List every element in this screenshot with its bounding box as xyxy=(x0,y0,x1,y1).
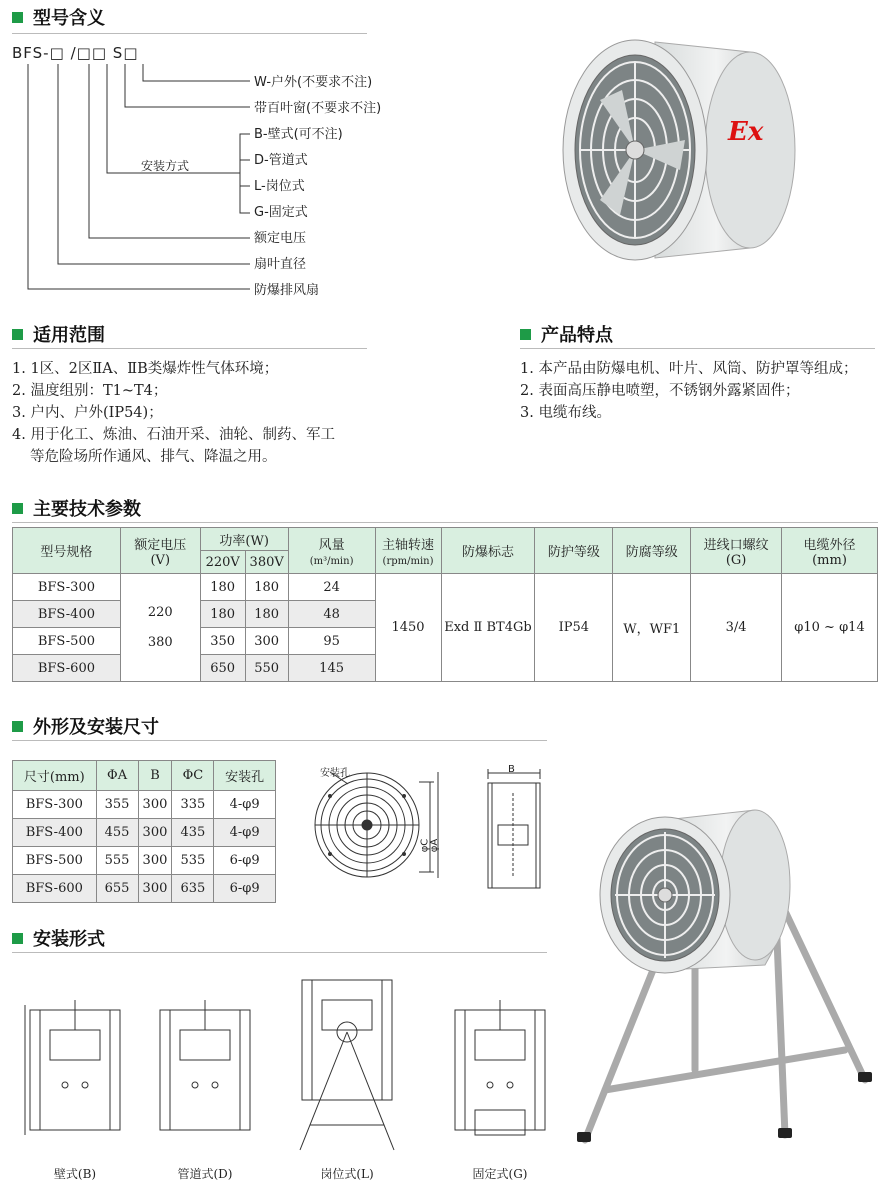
caption-post: 岗位式(L) xyxy=(320,1167,374,1181)
table-row: BFS-300 220 380 180 180 24 1450 Exd Ⅱ BT4Gb IP54 W，WF1 3/4 φ10 ~ φ14 xyxy=(13,574,878,601)
table-row: BFS-600 655 300 635 6-φ9 xyxy=(13,875,276,903)
model-meaning-heading: 型号含义 xyxy=(12,4,105,30)
table-row: BFS-400 180 180 48 xyxy=(13,601,878,628)
list-item: 带百叶窗(不要求不注) xyxy=(254,101,382,116)
caption-wall: 壁式(B) xyxy=(53,1167,97,1181)
list-item: B-壁式(可不注) xyxy=(254,127,343,142)
corrosion-cell: W，WF1 xyxy=(613,574,691,682)
list-item: W-户外(不要求不注) xyxy=(254,75,373,90)
dims-header: B xyxy=(138,761,172,791)
list-item: 2. 温度组别：T1~T4； xyxy=(12,383,168,399)
header-thread: 进线口螺纹 (G) xyxy=(691,528,782,574)
caption-duct: 管道式(D) xyxy=(177,1167,233,1181)
voltage-cell: 220 380 xyxy=(120,574,200,682)
dims-heading: 外形及安装尺寸 xyxy=(12,713,159,739)
section-marker xyxy=(12,329,23,340)
speed-cell: 1450 xyxy=(375,574,441,682)
list-item: 防爆排风扇 xyxy=(254,283,320,298)
list-item: G-固定式 xyxy=(254,205,308,220)
table-row: BFS-500 350 300 95 xyxy=(13,628,878,655)
scope-heading: 适用范围 xyxy=(12,321,105,347)
list-item: 3. 户内、户外(IP54)； xyxy=(12,405,163,421)
features-list xyxy=(520,358,857,424)
section-marker xyxy=(12,503,23,514)
header-corrosion: 防腐等级 xyxy=(613,528,691,574)
c-label: φC xyxy=(419,838,431,853)
tech-heading: 主要技术参数 xyxy=(12,495,141,521)
header-380v: 380V xyxy=(245,551,288,574)
header-220v: 220V xyxy=(200,551,245,574)
features-heading: 产品特点 xyxy=(520,321,613,347)
list-item: 等危险场所作通风、排气、降温之用。 xyxy=(30,449,277,465)
header-voltage: 额定电压 (V) xyxy=(120,528,200,574)
list-item: D-管道式 xyxy=(254,153,308,168)
b-label: B xyxy=(508,764,515,775)
model-code: BFS-□ /□□ S□ xyxy=(12,44,139,62)
table-row: BFS-500 555 300 535 6-φ9 xyxy=(13,847,276,875)
table-row: BFS-400 455 300 435 4-φ9 xyxy=(13,819,276,847)
fan-photo-top xyxy=(560,30,810,270)
section-divider xyxy=(12,522,878,523)
section-divider xyxy=(12,740,547,741)
dims-table xyxy=(12,760,276,903)
caption-fixed: 固定式(G) xyxy=(472,1167,528,1181)
section-marker xyxy=(12,721,23,732)
tech-table xyxy=(12,527,878,682)
dims-header: 尺寸(mm) xyxy=(13,761,97,791)
list-item: L-岗位式 xyxy=(254,179,305,194)
dims-header: ΦA xyxy=(96,761,138,791)
list-item: 1. 本产品由防爆电机、叶片、风筒、防护罩等组成； xyxy=(520,361,858,377)
list-item: 2. 表面高压静电喷塑，不锈钢外露紧固件； xyxy=(520,383,800,399)
model-meaning-list xyxy=(254,70,381,304)
thread-cell: 3/4 xyxy=(691,574,782,682)
side-view-drawing xyxy=(480,765,550,895)
hole-label: 安装孔 xyxy=(320,768,350,779)
install-drawings xyxy=(10,970,555,1160)
header-power: 功率(W) xyxy=(200,528,288,551)
list-item: 额定电压 xyxy=(254,231,307,246)
header-speed: 主轴转速 (rpm/min) xyxy=(375,528,441,574)
ex-logo: Ex xyxy=(728,117,764,147)
section-divider xyxy=(12,952,547,953)
ex-cell: Exd Ⅱ BT4Gb xyxy=(441,574,535,682)
section-divider xyxy=(520,348,875,349)
header-airflow: 风量 (m³/min) xyxy=(288,528,375,574)
a-label: φA xyxy=(429,838,441,853)
section-marker xyxy=(520,329,531,340)
header-model: 型号规格 xyxy=(13,528,121,574)
header-protect: 防护等级 xyxy=(535,528,613,574)
list-item: 扇叶直径 xyxy=(254,257,307,272)
list-item: 1. 1区、2区ⅡA、ⅡB类爆炸性气体环境； xyxy=(12,361,279,377)
install-heading: 安装形式 xyxy=(12,925,105,951)
table-row: BFS-300 355 300 335 4-φ9 xyxy=(13,791,276,819)
front-view-drawing xyxy=(300,760,460,900)
mount-type-label: 安装方式 xyxy=(141,159,190,173)
section-marker xyxy=(12,933,23,944)
cable-cell: φ10 ~ φ14 xyxy=(782,574,878,682)
protect-cell: IP54 xyxy=(535,574,613,682)
list-item: 3. 电缆布线。 xyxy=(520,405,611,421)
list-item: 4. 用于化工、炼油、石油开采、油轮、制药、军工 xyxy=(12,427,335,443)
dims-header: ΦC xyxy=(172,761,214,791)
dims-header: 安装孔 xyxy=(214,761,276,791)
header-ex: 防爆标志 xyxy=(441,528,535,574)
scope-list xyxy=(12,358,335,468)
table-row: BFS-600 650 550 145 xyxy=(13,655,878,682)
fan-photo-stand xyxy=(575,800,875,1160)
section-divider xyxy=(12,348,367,349)
header-cable: 电缆外径 (mm) xyxy=(782,528,878,574)
